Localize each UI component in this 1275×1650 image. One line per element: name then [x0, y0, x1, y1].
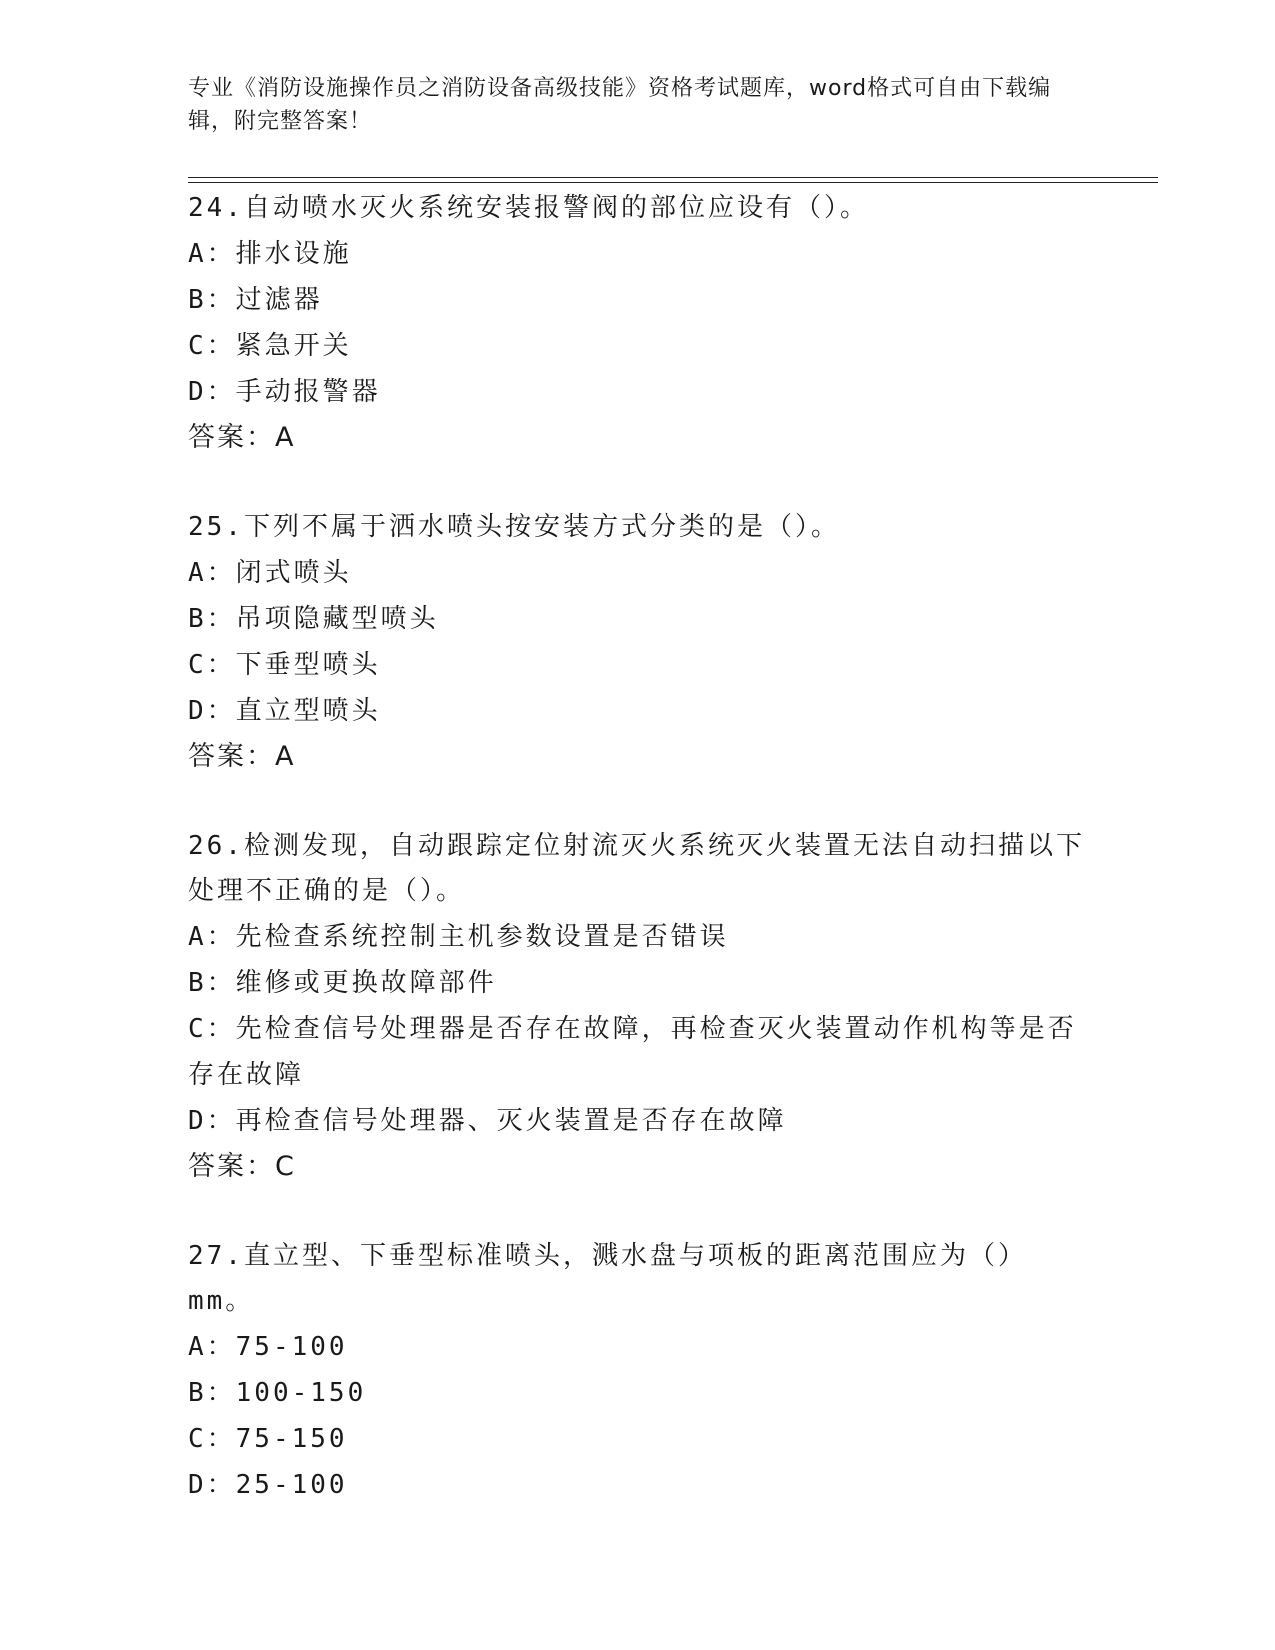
option-b: B：过滤器 [188, 285, 323, 315]
question-list [188, 186, 1088, 1553]
option-a: A：先检查系统控制主机参数设置是否错误 [188, 922, 729, 952]
option-b: B：吊项隐藏型喷头 [188, 604, 439, 634]
option-d: D：25-100 [188, 1470, 348, 1500]
question-stem: 25.下列不属于洒水喷头按安装方式分类的是（）。 [188, 512, 840, 542]
option-b: B：100-150 [188, 1378, 367, 1408]
question-stem: 26.检测发现，自动跟踪定位射流灭火系统灭火装置无法自动扫描以下处理不正确的是（）。 [188, 831, 1085, 906]
question-25 [188, 505, 1088, 779]
answer-line: 答案：A [188, 422, 296, 453]
option-a: A：闭式喷头 [188, 558, 352, 588]
option-c: C：紧急开关 [188, 331, 352, 361]
question-stem: 24.自动喷水灭火系统安装报警阀的部位应设有（）。 [188, 193, 869, 223]
option-c: C：75-150 [188, 1424, 348, 1454]
option-d: D：直立型喷头 [188, 696, 381, 726]
option-d: D：再检查信号处理器、灭火装置是否存在故障 [188, 1106, 787, 1136]
document-header: 专业《消防设施操作员之消防设备高级技能》资格考试题库，word格式可自由下载编辑，附完整答案！ [188, 76, 1052, 134]
option-c: C：下垂型喷头 [188, 650, 381, 680]
header-rule-bottom [188, 182, 1158, 183]
question-27 [188, 1234, 1088, 1508]
question-26 [188, 824, 1088, 1189]
option-a: A：75-100 [188, 1332, 348, 1362]
option-c: C：先检查信号处理器是否存在故障，再检查灭火装置动作机构等是否存在故障 [188, 1014, 1077, 1090]
answer-line: 答案：A [188, 741, 296, 772]
question-stem: 27.直立型、下垂型标准喷头，溅水盘与项板的距离范围应为（）mm。 [188, 1241, 1027, 1316]
option-a: A：排水设施 [188, 239, 352, 269]
answer-line: 答案：C [188, 1151, 296, 1182]
option-d: D：手动报警器 [188, 377, 381, 407]
question-24 [188, 186, 1088, 460]
option-b: B：维修或更换故障部件 [188, 968, 497, 998]
header-rule-top [188, 177, 1158, 178]
